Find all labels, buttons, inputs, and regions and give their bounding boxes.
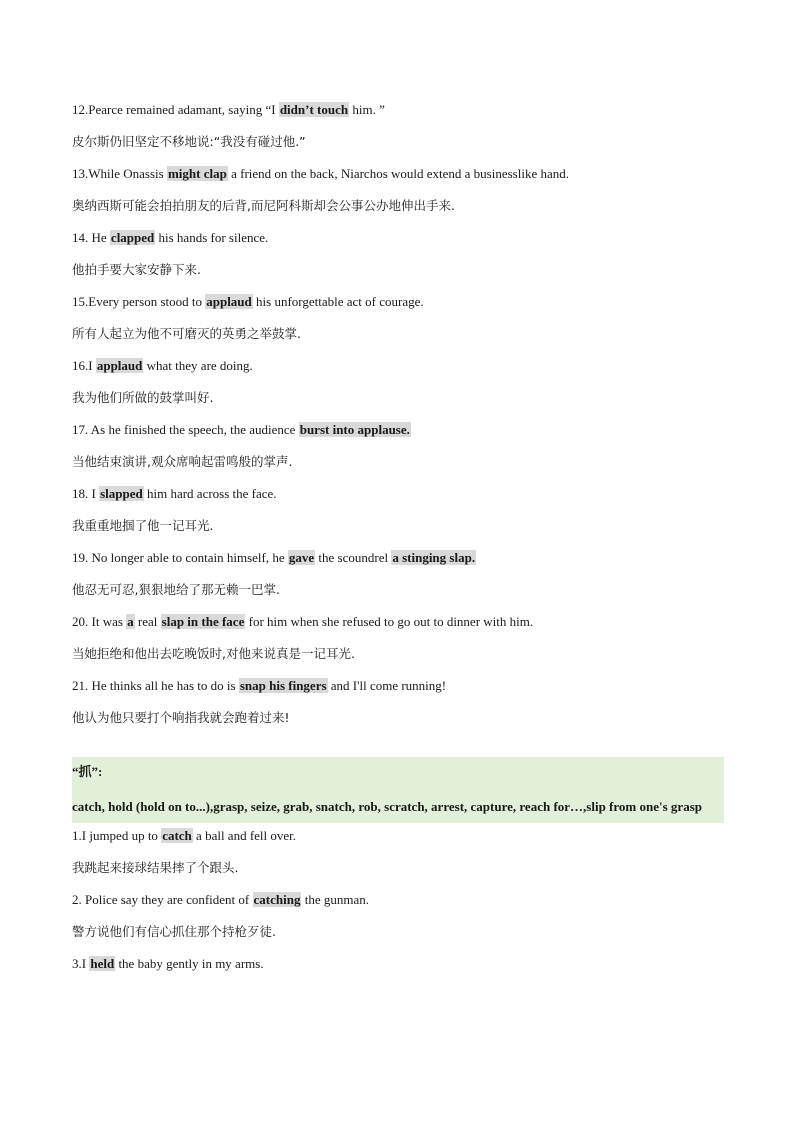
example-sentence: 15.Every person stood to applaud his unforgettable act of courage. — [72, 294, 424, 309]
translation: 皮尔斯仍旧坚定不移地说:“我没有碰过他.” — [72, 134, 306, 149]
translation: 所有人起立为他不可磨灭的英勇之举鼓掌. — [72, 326, 301, 341]
translation: 我重重地掴了他一记耳光. — [72, 518, 214, 533]
highlighted-phrase: a — [127, 614, 134, 629]
example-sentence: 12.Pearce remained adamant, saying “I didn’t touch him. ” — [72, 102, 385, 117]
vocabulary-note-box — [72, 757, 724, 823]
example-sentence: 20. It was a real slap in the face for him when she refused to go out to dinner with him. — [72, 614, 534, 629]
example-sentence: 14. He clapped his hands for silence. — [72, 230, 269, 245]
highlighted-phrase: applaud — [96, 358, 143, 373]
note-title: “抓”: — [72, 764, 103, 779]
highlighted-phrase: might clap — [167, 166, 227, 181]
example-sentence: 1.I jumped up to catch a ball and fell over. — [72, 828, 297, 843]
highlighted-phrase: held — [90, 956, 115, 971]
highlighted-phrase: a stinging slap. — [392, 550, 476, 565]
highlighted-phrase: didn’t touch — [279, 102, 349, 117]
example-sentence: 19. No longer able to contain himself, he gave the scoundrel a stinging slap. — [72, 550, 476, 565]
example-sentence: 18. I slapped him hard across the face. — [72, 486, 277, 501]
note-word-list: catch, hold (hold on to...),grasp, seize, grab, snatch, rob, scratch, arrest, capture, reach for…,slip from one's grasp — [72, 799, 702, 814]
highlighted-phrase: applaud — [206, 294, 252, 309]
example-sentence: 2. Police say they are confident of catching the gunman. — [72, 892, 369, 907]
highlighted-phrase: catch — [162, 828, 192, 843]
highlighted-phrase: gave — [288, 550, 315, 565]
example-sentence: 16.I applaud what they are doing. — [72, 358, 253, 373]
example-sentence: 21. He thinks all he has to do is snap his fingers and I'll come running! — [72, 678, 447, 693]
highlighted-phrase: snap his fingers — [239, 678, 327, 693]
translation: 奥纳西斯可能会拍拍朋友的后背,而尼阿科斯却会公事公办地伸出手来. — [72, 198, 455, 213]
highlighted-phrase: slapped — [100, 486, 143, 501]
highlighted-phrase: slap in the face — [161, 614, 245, 629]
translation: 我为他们所做的鼓掌叫好. — [72, 390, 214, 405]
example-sentence: 3.I held the baby gently in my arms. — [72, 956, 264, 971]
translation: 警方说他们有信心抓住那个持枪歹徒. — [72, 924, 276, 939]
translation: 我跳起来接球结果摔了个跟头. — [72, 860, 239, 875]
translation: 他认为他只要打个响指我就会跑着过来! — [72, 710, 290, 725]
translation: 他拍手要大家安静下来. — [72, 262, 201, 277]
document-body — [72, 97, 724, 983]
example-sentence: 17. As he finished the speech, the audience burst into applause. — [72, 422, 410, 437]
highlighted-phrase: burst into applause. — [299, 422, 410, 437]
highlighted-phrase: clapped — [110, 230, 155, 245]
translation: 当他结束演讲,观众席响起雷鸣般的掌声. — [72, 454, 293, 469]
example-sentence: 13.While Onassis might clap a friend on the back, Niarchos would extend a businesslike hand. — [72, 166, 569, 181]
highlighted-phrase: catching — [253, 892, 301, 907]
translation: 当她拒绝和他出去吃晚饭时,对他来说真是一记耳光. — [72, 646, 355, 661]
translation: 他忍无可忍,狠狠地给了那无赖一巴掌. — [72, 582, 280, 597]
